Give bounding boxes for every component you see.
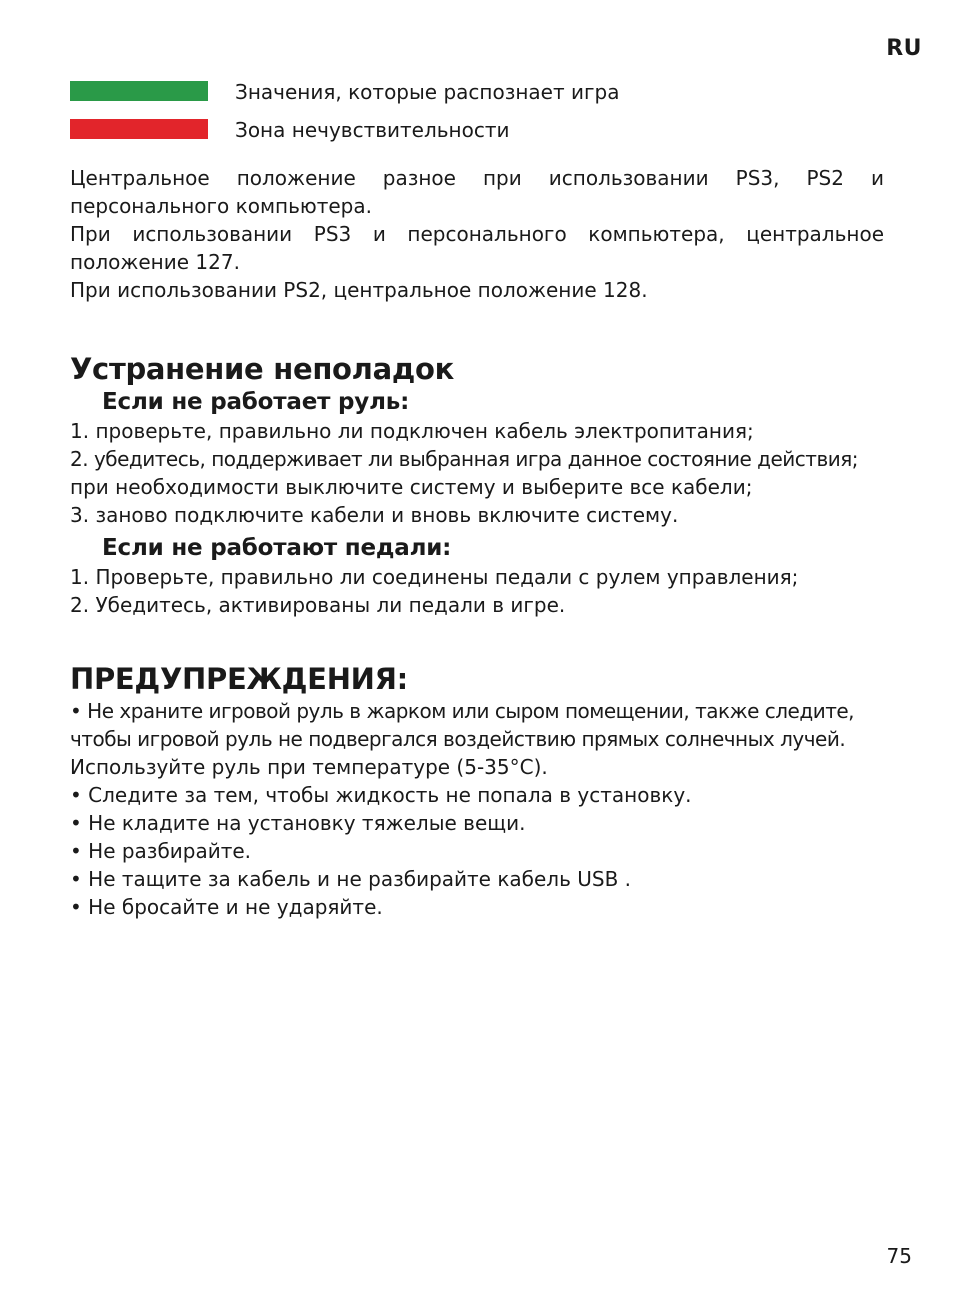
legend-item-deadzone (70, 110, 619, 148)
troubleshooting-title: Устранение неполадок (70, 352, 455, 386)
legend-item-recognized (70, 72, 619, 110)
legend-label-recognized: Значения, которые распознает игра (235, 80, 620, 104)
warnings-title: ПРЕДУПРЕЖДЕНИЯ: (70, 662, 408, 696)
warning-line-2: чтобы игровой руль не подвергался воздействию прямых солнечных лучей. (70, 727, 846, 751)
pedals-step-1: 1. Проверьте, правильно ли соединены педали с рулем управления; (70, 565, 799, 589)
wheel-step-2: 2. убедитесь, поддерживает ли выбранная игра данное состояние действия; (70, 447, 858, 471)
green-swatch (70, 81, 208, 101)
warning-line-5: • Не кладите на установку тяжелые вещи. (70, 811, 526, 835)
warning-line-8: • Не бросайте и не ударяйте. (70, 895, 383, 919)
warning-line-7: • Не тащите за кабель и не разбирайте кабель USB . (70, 867, 632, 891)
wheel-step-2-cont: при необходимости выключите систему и выберите все кабели; (70, 475, 753, 499)
legend-label-deadzone: Зона нечувствительности (235, 118, 510, 142)
language-code: RU (886, 36, 922, 61)
page-number: 75 (886, 1244, 912, 1268)
warning-line-1: • Не храните игровой руль в жарком или сыром помещении, также следите, (70, 699, 855, 723)
intro-paragraph-3: При использовании PS2, центральное положение 128. (70, 278, 648, 302)
wheel-subtitle: Если не работает руль: (102, 389, 410, 415)
pedals-step-2: 2. Убедитесь, активированы ли педали в игре. (70, 593, 566, 617)
warning-line-3: Используйте руль при температуре (5-35°C). (70, 755, 548, 779)
warning-line-4: • Следите за тем, чтобы жидкость не попала в установку. (70, 783, 692, 807)
intro-paragraph-2: При использовании PS3 и персонального компьютера, центральное положение 127. (70, 222, 884, 274)
intro-paragraph-1: Центральное положение разное при использовании PS3, PS2 и персонального компьютера. (70, 166, 884, 218)
pedals-subtitle: Если не работают педали: (102, 535, 452, 561)
red-swatch (70, 119, 208, 139)
warning-line-6: • Не разбирайте. (70, 839, 252, 863)
wheel-step-1: 1. проверьте, правильно ли подключен кабель электропитания; (70, 419, 754, 443)
wheel-step-3: 3. заново подключите кабели и вновь включите систему. (70, 503, 679, 527)
color-legend (70, 72, 619, 148)
page-content (70, 164, 884, 921)
